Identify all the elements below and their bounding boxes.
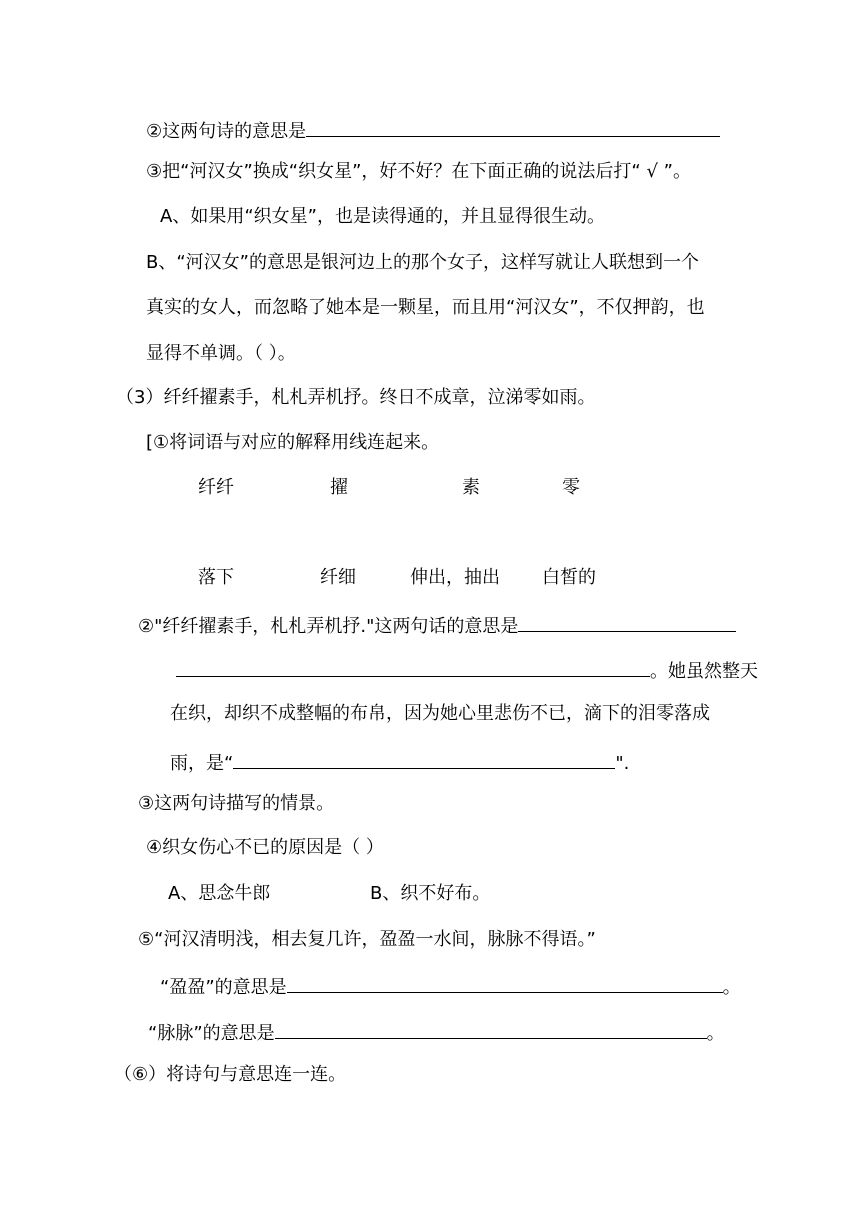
section3-q5-a-suffix: 。 [722,977,741,998]
section3-q5-b-suffix: 。 [706,1023,725,1044]
section3-q2-blank3[interactable] [233,748,615,769]
q2-meaning-line [146,116,720,144]
section3-q2-label: ②"纤纤擢素手，札札弄机抒."这两句话的意思是 [138,616,519,637]
word-bottom-3: 伸出，抽出 [410,567,500,588]
section3-q5-a-label: “盈盈”的意思是 [160,977,287,998]
word-top-3: 素 [462,477,480,498]
section3-q5-a [160,972,741,1000]
section3-q3: ③这两句诗描写的情景。 [138,793,335,814]
section3-q5-b-blank[interactable] [275,1018,707,1039]
section3-q2-mid: 。她虽然整天 [650,661,758,682]
option-b-line1: B、“河汉女”的意思是银河边上的那个女子，这样写就让人联想到一个 [146,252,699,273]
option-a: A、如果用“织女星”，也是读得通的，并且显得很生动。 [160,206,605,227]
section3-q6: （⑥）将诗句与意思连一连。 [114,1064,347,1085]
q2-meaning-blank[interactable] [306,116,720,137]
section3-q5-a-blank[interactable] [287,972,723,993]
section3-q2-blank2[interactable] [176,656,650,677]
section3-title: （3）纤纤擢素手，札札弄机抒。终日不成章，泣涕零如雨。 [116,387,596,408]
section3-q4-option-b: B、织不好布。 [370,883,491,904]
section3-q1: [①将词语与对应的解释用线连起来。 [146,432,440,453]
section3-q2-line3: 在织，却织不成整幅的布帛，因为她心里悲伤不已，滴下的泪零落成 [170,703,710,724]
section3-q2-line4-suffix: ". [615,753,630,774]
word-top-1: 纤纤 [198,477,234,498]
section3-q2-line1 [138,611,736,639]
section3-q2-line2 [176,656,758,684]
q2-meaning-label: ②这两句诗的意思是 [146,121,307,142]
section3-q2-line4 [170,748,629,776]
section3-q2-line4-prefix: 雨，是“ [170,753,234,774]
word-top-2: 擢 [330,477,348,498]
option-b-line2: 真实的女人，而忽略了她本是一颗星，而且用“河汉女”，不仅押韵，也 [146,297,705,318]
word-bottom-2: 纤细 [320,567,356,588]
section3-q5-b [148,1018,725,1046]
option-b-line3: 显得不单调。（ ）。 [146,343,296,364]
section3-q2-blank1[interactable] [518,611,736,632]
section3-q4: ④织女伤心不已的原因是（ ） [146,837,384,858]
section3-q4-option-a: A、思念牛郎 [168,883,271,904]
section3-q5: ⑤“河汉清明浅，相去复几许，盈盈一水间，脉脉不得语。” [138,929,596,950]
q3-prompt: ③把“河汉女”换成“织女星”，好不好？在下面正确的说法后打“ √ ”。 [146,161,691,182]
word-bottom-4: 白皙的 [542,567,596,588]
word-bottom-1: 落下 [198,567,234,588]
section3-q5-b-label: “脉脉”的意思是 [148,1023,275,1044]
word-top-4: 零 [562,477,580,498]
